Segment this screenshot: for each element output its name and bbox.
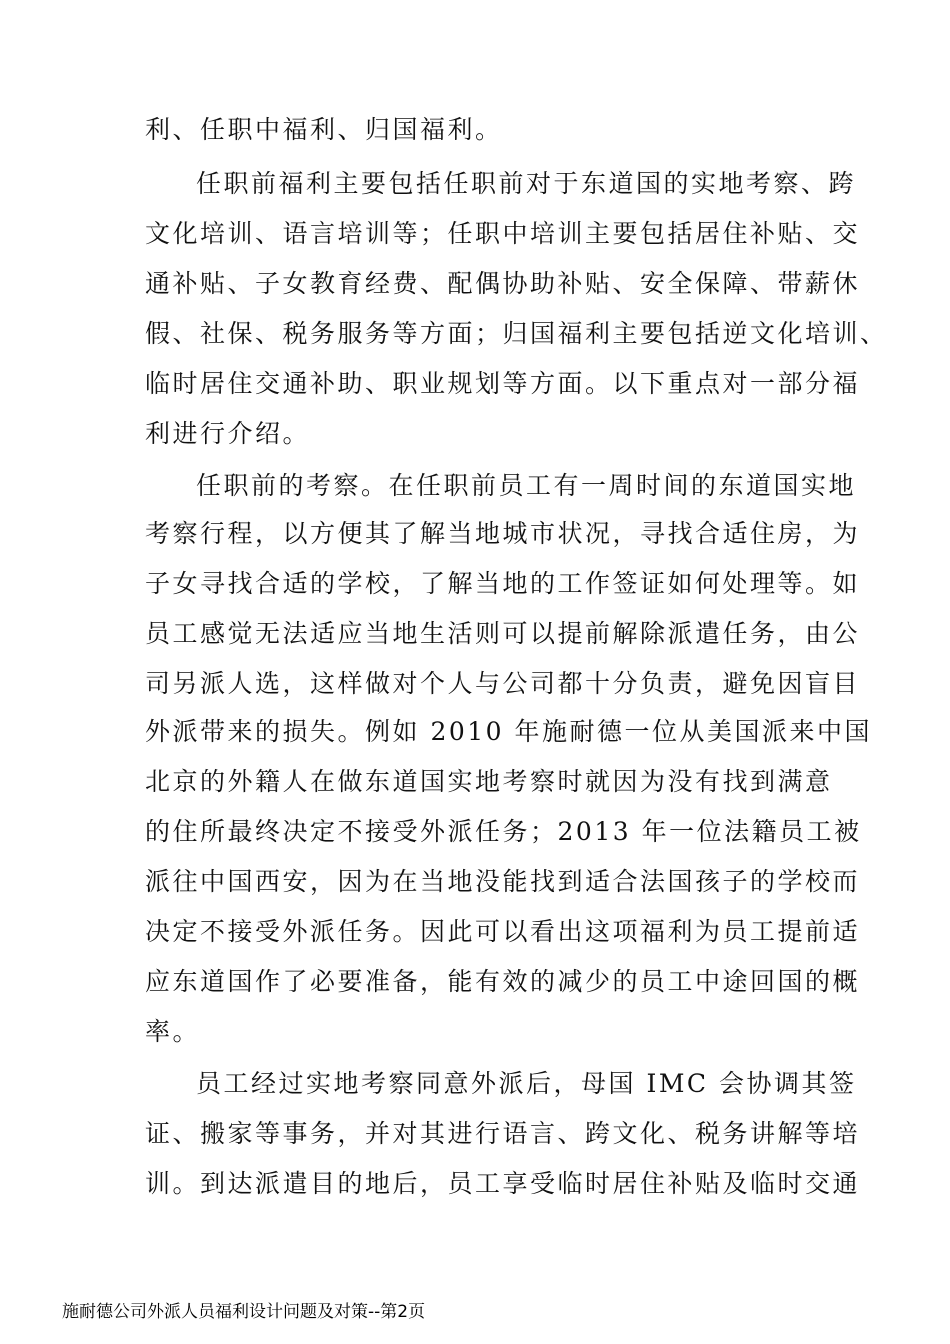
text-line: 考察行程，以方便其了解当地城市状况，寻找合适住房，为 [145, 519, 861, 548]
paragraph-first-line: 任职前的考察。在任职前员工有一周时间的东道国实地 [196, 471, 857, 500]
text-line: 临时居住交通补助、职业规划等方面。以下重点对一部分福 [145, 369, 861, 398]
paragraph-first-line: 员工经过实地考察同意外派后，母国 IMC 会协调其签 [196, 1069, 857, 1098]
text-line: 派往中国西安，因为在当地没能找到适合法国孩子的学校而 [145, 867, 861, 896]
page-footer: 施耐德公司外派人员福利设计问题及对策--第2页 [62, 1302, 426, 1322]
text-line: 利、任职中福利、归国福利。 [145, 115, 503, 144]
paragraph-first-line: 任职前福利主要包括任职前对于东道国的实地考察、跨 [196, 169, 857, 198]
text-line: 假、社保、税务服务等方面；归国福利主要包括逆文化培训、 [145, 319, 888, 348]
text-line: 训。到达派遣目的地后，员工享受临时居住补贴及临时交通 [145, 1169, 861, 1198]
text-line: 外派带来的损失。例如 2010 年施耐德一位从美国派来中国 [145, 717, 873, 746]
text-line: 证、搬家等事务，并对其进行语言、跨文化、税务讲解等培 [145, 1119, 861, 1148]
text-line: 子女寻找合适的学校，了解当地的工作签证如何处理等。如 [145, 569, 861, 598]
text-line: 员工感觉无法适应当地生活则可以提前解除派遣任务，由公 [145, 619, 861, 648]
text-line: 的住所最终决定不接受外派任务；2013 年一位法籍员工被 [145, 817, 862, 846]
text-line: 北京的外籍人在做东道国实地考察时就因为没有找到满意 [145, 767, 833, 796]
text-line: 决定不接受外派任务。因此可以看出这项福利为员工提前适 [145, 917, 861, 946]
text-line: 通补贴、子女教育经费、配偶协助补贴、安全保障、带薪休 [145, 269, 861, 298]
text-line: 利进行介绍。 [145, 419, 311, 448]
text-line: 文化培训、语言培训等；任职中培训主要包括居住补贴、交 [145, 219, 861, 248]
text-line: 司另派人选，这样做对个人与公司都十分负责，避免因盲目 [145, 669, 861, 698]
text-line: 应东道国作了必要准备，能有效的减少的员工中途回国的概 [145, 967, 861, 996]
text-line: 率。 [145, 1017, 201, 1046]
